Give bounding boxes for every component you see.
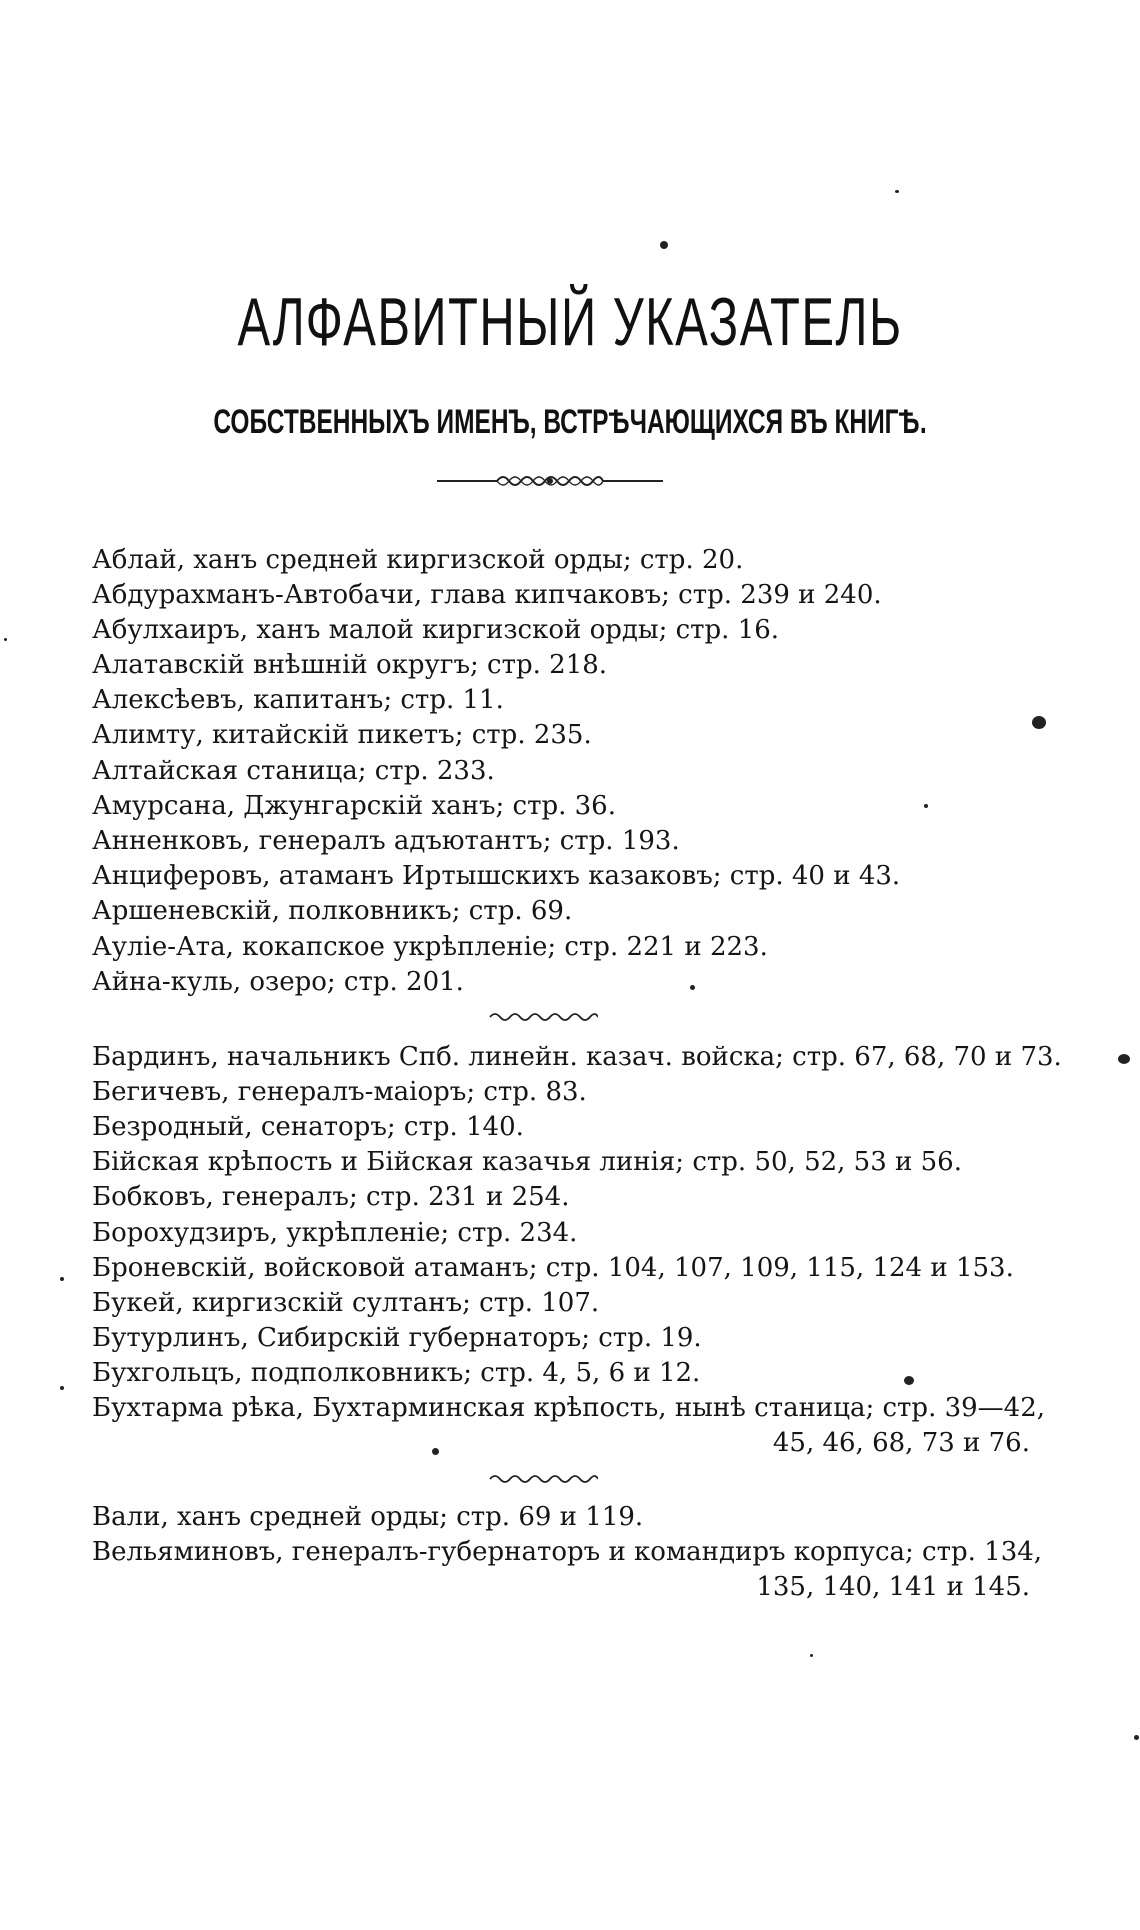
index-entry: Анненковъ, генералъ адъютантъ; стр. 193.	[92, 826, 680, 856]
index-entry: Ауліе-Ата, кокапское укрѣпленіе; стр. 221 и 223.	[92, 932, 768, 962]
section-divider	[488, 1010, 598, 1024]
index-entry: Алтайская станица; стр. 233.	[92, 756, 495, 786]
index-entry: Алексѣевъ, капитанъ; стр. 11.	[92, 685, 504, 715]
index-entry-continuation: 135, 140, 141 и 145.	[756, 1572, 1030, 1602]
index-entry: Букей, киргизскій султанъ; стр. 107.	[92, 1288, 600, 1318]
index-entry: Абдурахманъ-Автобачи, глава кипчаковъ; стр. 239 и 240.	[92, 580, 882, 610]
scan-speck	[690, 985, 695, 990]
index-entry: Безродный, сенаторъ; стр. 140.	[92, 1112, 524, 1142]
index-title: АЛФАВИТНЫЙ УКАЗАТЕЛЬ	[237, 284, 903, 360]
index-entry: Амурсана, Джунгарскій ханъ; стр. 36.	[92, 791, 616, 821]
scan-speck	[1118, 1054, 1130, 1064]
scan-speck	[924, 804, 928, 808]
scan-speck	[810, 1654, 813, 1657]
index-entry: Айна-куль, озеро; стр. 201.	[92, 967, 464, 997]
index-entry-continuation: 45, 46, 68, 73 и 76.	[772, 1428, 1030, 1458]
index-entry: Аршеневскій, полковникъ; стр. 69.	[92, 896, 573, 926]
scan-speck	[60, 1277, 64, 1281]
index-entry: Вали, ханъ средней орды; стр. 69 и 119.	[92, 1502, 644, 1532]
scan-speck	[432, 1448, 439, 1455]
scan-speck	[60, 1386, 64, 1390]
index-entry: Бутурлинъ, Сибирскій губернаторъ; стр. 19.	[92, 1323, 702, 1353]
scan-speck	[895, 190, 899, 193]
index-entry: Бухтарма рѣка, Бухтарминская крѣпость, нынѣ станица; стр. 39—42,	[92, 1393, 1046, 1423]
index-entry: Абулхаиръ, ханъ малой киргизской орды; стр. 16.	[92, 615, 780, 645]
index-entry: Бухгольцъ, подполковникъ; стр. 4, 5, 6 и 12.	[92, 1358, 701, 1388]
index-entry: Алатавскій внѣшній округъ; стр. 218.	[92, 650, 608, 680]
index-entry: Борохудзиръ, укрѣпленіе; стр. 234.	[92, 1218, 578, 1248]
scan-speck	[4, 638, 7, 641]
index-entry: Бобковъ, генералъ; стр. 231 и 254.	[92, 1182, 570, 1212]
index-entry: Бардинъ, начальникъ Спб. линейн. казач. войска; стр. 67, 68, 70 и 73.	[92, 1042, 1062, 1072]
scan-speck	[1032, 716, 1046, 729]
index-entry: Аблай, ханъ средней киргизской орды; стр. 20.	[92, 545, 744, 575]
index-subtitle: СОБСТВЕННЫХЪ ИМЕНЪ, ВСТРѢЧАЮЩИХСЯ ВЪ КНИГѢ.	[213, 403, 927, 441]
index-entry: Алимту, китайскій пикетъ; стр. 235.	[92, 720, 592, 750]
scan-speck	[904, 1376, 914, 1385]
index-entry: Бійская крѣпость и Бійская казачья линія; стр. 50, 52, 53 и 56.	[92, 1147, 962, 1177]
scan-speck	[660, 241, 668, 249]
scan-speck	[1134, 1735, 1139, 1740]
section-divider	[488, 1472, 598, 1486]
index-entry: Бегичевъ, генералъ-маіоръ; стр. 83.	[92, 1077, 587, 1107]
index-entry: Броневскій, войсковой атаманъ; стр. 104, 107, 109, 115, 124 и 153.	[92, 1253, 1014, 1283]
index-entry: Вельяминовъ, генералъ-губернаторъ и командиръ корпуса; стр. 134,	[92, 1537, 1043, 1567]
index-entry: Анциферовъ, атаманъ Иртышскихъ казаковъ; стр. 40 и 43.	[92, 861, 901, 891]
